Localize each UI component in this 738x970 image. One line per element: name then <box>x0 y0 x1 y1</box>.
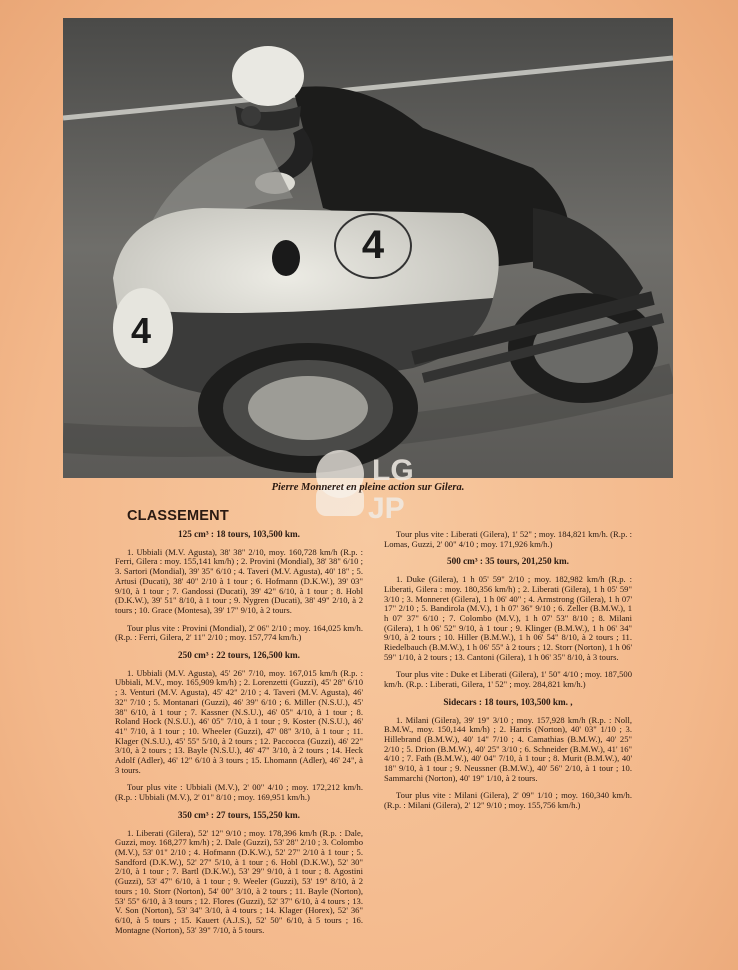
race-photo <box>63 18 673 478</box>
photo-caption: Pierre Monneret en pleine action sur Gilera. <box>271 482 465 493</box>
sidecars-title: Sidecars : 18 tours, 103,500 km. , <box>443 696 573 707</box>
results-column-left <box>115 530 363 943</box>
svg-text:JP: JP <box>368 492 405 525</box>
sidecars-fastest-lap: Tour plus vite : Milani (Gilera), 2' 09" 1/10 ; moy. 160,340 km/h. (R.p. : Milani (Gilera), 2' 12" 9/10 ; moy. 155,756 km/h.) <box>384 790 632 811</box>
class-125-fastest-lap: Tour plus vite : Provini (Mondial), 2' 06" 2/10 ; moy. 164,025 km/h. (R.p. : Ferri, Gilera, 2' 11" 2/10 ; moy. 157,774 km/h.) <box>115 622 363 643</box>
class-350-title: 350 cm³ : 27 tours, 155,250 km. <box>178 809 300 820</box>
class-350-results: 1. Liberati (Gilera), 52' 12" 9/10 ; moy. 178,396 km/h (R.p. : Dale, Guzzi, moy. 168,277 km/h) ; 2. Dale (Guzzi), 53' 28" 2/10 ; 3. Colombo (M.V.), 53' 01" 2/10 ; 4. Hofmann (D.K.W.), 52' 27" 2/10 à 1 tour ; 5. Sandford (D.K.W.), 52' 27" 5/10, à 1 tour ; 6. Hobl (D.K.W.), 52' 30" 2/10, à 1 tour ; 7. Bartl (D.K.W.), 53' 29" 9/10, à 1 tour ; 8. Agostini (Guzzi), 53' 47" 6/10, à 1 tour ; 9. Weeler (Guzzi), 53' 19" 8/10, à 2 tours ; 10. Storr (Norton), 54' 00" 3/10, à 2 tours ; 11. Bayle (Norton), 53' 55" 6/10, à 3 tours ; 12. Flores (Guzzi), 52' 37" 6/10, à 4 tours ; 13. V. Son (Norton), 53' 34" 3/10, à 4 tours ; 14. Klager (Horex), 52' 36" 6/10, à 5 tours ; 15. Kauert (A.J.S.), 52' 50" 6/10, à 5 tours ; 16. Montagne (Norton), 53' 39" 7/10, à 5 tours. <box>115 827 363 935</box>
results-column-right <box>384 530 632 819</box>
motorcycle-illustration <box>63 18 673 478</box>
fairing-number-side: 4 <box>361 223 385 267</box>
sidecars-results: 1. Milani (Gilera), 39' 19" 3/10 ; moy. 157,928 km/h (R.p. : Noll, B.M.W., moy. 150,144 km/h) ; 2. Harris (Norton), 40' 03" 1/10 ; 3. Hillebrand (B.M.W.), 40' 14" 7/10 ; 4. Camathias (B.M.W.), 40' 25" 2/10 ; 5. Drion (B.M.W.), 40' 25" 3/10 ; 6. Schneider (B.M.W.), 41' 16" 4/10 ; 7. Fath (B.M.W.), 40' 04" 7/10, à 1 tour ; 8. Murit (B.M.W.), 40' 18" 9/10, à 1 tour ; 9. Neussner (B.M.W.), 40' 56" 2/10, à 1 tour ; 10. Sammarchi (Norton), 40' 19" 1/10, à 2 tours. <box>384 714 632 783</box>
class-350-fastest-lap: Tour plus vite : Liberati (Gilera), 1' 52" ; moy. 184,821 km/h. (R.p. : Lomas, Guzzi, 2' 00" 4/10 ; moy. 171,926 km/h.) <box>384 529 632 549</box>
class-125-results: 1. Ubbiali (M.V. Agusta), 38' 38" 2/10, moy. 160,728 km/h (R.p. : Ferri, Gilera : moy. 155,141 km/h) ; 2. Provini (Mondial), 38' 38" 6/10 ; 3. Sartori (Mondial), 39' 35" 6/10 ; 4. Taveri (M.V. Agusta), 40' 18" ; 5. Artusi (Ducati), 38' 40" 2/10 à 1 tour ; 6. Hofmann (D.K.W.), 39' 03" 9/10, à 1 tour ; 7. Gandossi (Ducati), 39' 42" 6/10, à 1 tour ; 8. Hobl (D.K.W.), 39' 51" 8/10, à 1 tour ; 9. Nygren (Ducati), 38' 49" 2/10, à 2 tours ; 10. Grace (Montesa), 39' 17" 9/10, à 2 tours. <box>115 546 363 615</box>
class-125-title: 125 cm³ : 18 tours, 103,500 km. <box>178 529 300 539</box>
fairing-number-front: 4 <box>130 310 152 351</box>
class-500-title: 500 cm³ : 35 tours, 201,250 km. <box>447 556 569 567</box>
section-heading: CLASSEMENT <box>127 508 229 524</box>
svg-text:LG: LG <box>372 454 414 487</box>
class-500-results: 1. Duke (Gilera), 1 h 05' 59" 2/10 ; moy. 182,982 km/h (R.p. : Liberati, Gilera : moy. 180,356 km/h) ; 2. Liberati (Gilera), 1 h 05' 59" 3/10 ; 3. Monneret (Gilera), 1 h 06' 40" ; 4. Armstrong (Gilera), 1 h 07' 17" 2/10 ; 5. Bandirola (M.V.), 1 h 07' 36" 9/10 ; 6. Zeller (B.M.W.), 1 h 07' 37" 6/10 ; 7. Colombo (M.V.), 1 h 07' 53" 8/10 ; 8. Milani (Gilera), 1 h 06' 52" 9/10, à 1 tour ; 9. Klinger (B.M.W.), 1 h 06' 34" 9/10, à 2 tours ; 10. Hiller (B.M.W.), 1 h 06' 54" 8/10, à 2 tours ; 11. Riedelbauch (B.M.W.), 1 h 06' 55" à 2 tours ; 12. Storr (Norton), 1 h 06' 59" 1/10, à 2 tours ; 13. Cantoni (Gilera), 1 h 06' 35" 8/10, à 3 tours. <box>384 574 632 662</box>
class-250-title: 250 cm³ : 22 tours, 126,500 km. <box>178 650 300 661</box>
class-500-fastest-lap: Tour plus vite : Duke et Liberati (Gilera), 1' 50" 4/10 ; moy. 187,500 km/h. (R.p. : Liberati, Gilera, 1' 52" ; moy. 284,821 km/h.) <box>384 669 632 690</box>
class-250-results: 1. Ubbiali (M.V. Agusta), 45' 26" 7/10, moy. 167,015 km/h (R.p. : Ubbiali, M.V., moy. 165,909 km/h) ; 2. Lorenzetti (Guzzi), 45' 28" 6/10 ; 3. Venturi (M.V. Agusta), 45' 42" 2/10 ; 4. Taveri (M.V. Agusta), 46' 32" 7/10 ; 5. Montanari (Guzzi), 46' 39" 6/10 ; 6. Miller (N.S.U.), 45' 38" 6/10, à 1 tour ; 7. Kassner (N.S.U.), 46' 05" 4/10, à 1 tour ; 8. Roland Hock (N.S.U.), 46' 05" 7/10, à 1 tour ; 9. Koster (N.S.U.), 46' 41" 7/10, à 1 tour ; 10. Wheeler (Guzzi), 47' 08" 3/10, à 1 tour ; 11. Klager (N.S.U.), 45' 55" 5/10, à 2 tours ; 12. Paccocca (Guzzi), 46' 22" 3/10, à 2 tours ; 13. Bayle (N.S.U.), 46' 47" 3/10, à 2 tours ; 14. Heck Adolf (Adler), 46' 12" 6/10 à 3 tours ; 15. Lhomann (Adler), 46' 24", à 3 tours. <box>115 667 363 775</box>
class-250-fastest-lap: Tour plus vite : Ubbiali (M.V.), 2' 00" 4/10 ; moy. 172,212 km/h. (R.p. : Ubbiali (M.V.), 2' 01" 8/10 ; moy. 169,951 km/h.) <box>115 782 363 803</box>
